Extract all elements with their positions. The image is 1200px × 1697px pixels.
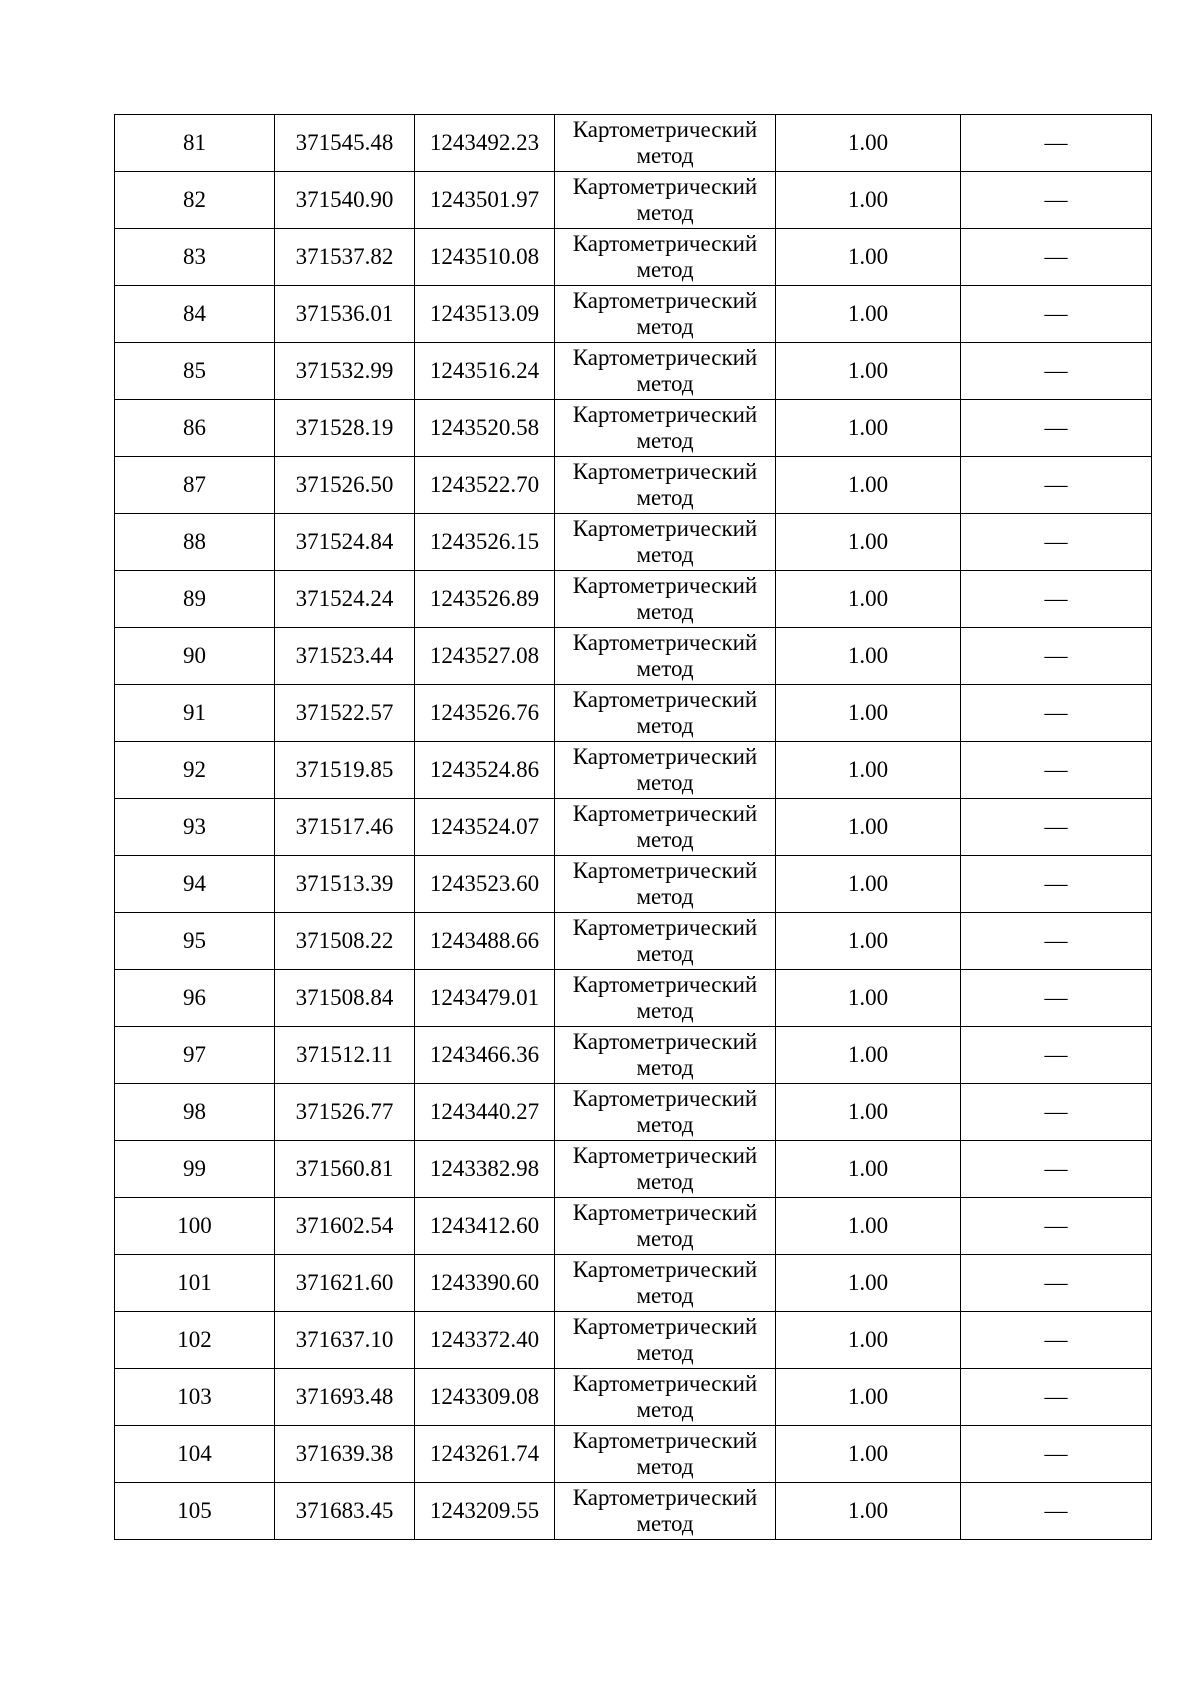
table-row xyxy=(115,1255,1152,1312)
method-line-2: метод xyxy=(636,257,694,282)
description-value: — xyxy=(1044,985,1068,1010)
method-cell xyxy=(555,628,776,685)
description-cell xyxy=(961,400,1152,457)
accuracy-cell: 1.00 xyxy=(776,172,961,229)
table-row xyxy=(115,457,1152,514)
y-coordinate-cell: 1243523.60 xyxy=(415,856,555,913)
method-line-2: метод xyxy=(636,713,694,738)
method-line-1: Картометрический xyxy=(572,1257,758,1282)
description-cell xyxy=(961,1255,1152,1312)
method-line-2: метод xyxy=(636,542,694,567)
description-cell xyxy=(961,514,1152,571)
method-cell xyxy=(555,343,776,400)
method-line-1: Картометрический xyxy=(572,516,758,541)
description-value: — xyxy=(1044,130,1068,155)
y-coordinate-cell: 1243440.27 xyxy=(415,1084,555,1141)
table-row xyxy=(115,229,1152,286)
description-cell xyxy=(961,115,1152,172)
method-cell xyxy=(555,286,776,343)
description-value: — xyxy=(1044,1270,1068,1295)
point-number-cell: 88 xyxy=(115,514,275,571)
x-coordinate-cell: 371537.82 xyxy=(275,229,415,286)
method-cell xyxy=(555,400,776,457)
method-line-1: Картометрический xyxy=(572,1086,758,1111)
method-line-2: метод xyxy=(636,599,694,624)
description-cell xyxy=(961,172,1152,229)
x-coordinate-cell: 371524.24 xyxy=(275,571,415,628)
method-line-1: Картометрический xyxy=(572,915,758,940)
method-line-1: Картометрический xyxy=(572,1428,758,1453)
method-cell xyxy=(555,514,776,571)
accuracy-cell: 1.00 xyxy=(776,913,961,970)
table-row xyxy=(115,1198,1152,1255)
point-number-cell: 87 xyxy=(115,457,275,514)
method-line-1: Картометрический xyxy=(572,174,758,199)
method-line-2: метод xyxy=(636,1397,694,1422)
description-value: — xyxy=(1044,1384,1068,1409)
method-line-2: метод xyxy=(636,941,694,966)
accuracy-cell: 1.00 xyxy=(776,1084,961,1141)
method-cell xyxy=(555,1255,776,1312)
method-cell xyxy=(555,571,776,628)
y-coordinate-cell: 1243309.08 xyxy=(415,1369,555,1426)
description-cell xyxy=(961,1369,1152,1426)
x-coordinate-cell: 371513.39 xyxy=(275,856,415,913)
description-value: — xyxy=(1044,1213,1068,1238)
y-coordinate-cell: 1243526.89 xyxy=(415,571,555,628)
method-line-2: метод xyxy=(636,428,694,453)
method-line-1: Картометрический xyxy=(572,117,758,142)
description-cell xyxy=(961,1198,1152,1255)
method-line-1: Картометрический xyxy=(572,858,758,883)
point-number-cell: 84 xyxy=(115,286,275,343)
point-number-cell: 98 xyxy=(115,1084,275,1141)
accuracy-cell: 1.00 xyxy=(776,229,961,286)
description-cell xyxy=(961,742,1152,799)
x-coordinate-cell: 371540.90 xyxy=(275,172,415,229)
y-coordinate-cell: 1243479.01 xyxy=(415,970,555,1027)
x-coordinate-cell: 371524.84 xyxy=(275,514,415,571)
method-cell xyxy=(555,799,776,856)
description-value: — xyxy=(1044,586,1068,611)
method-line-2: метод xyxy=(636,1340,694,1365)
point-number-cell: 93 xyxy=(115,799,275,856)
x-coordinate-cell: 371637.10 xyxy=(275,1312,415,1369)
x-coordinate-cell: 371621.60 xyxy=(275,1255,415,1312)
description-cell xyxy=(961,1426,1152,1483)
method-line-2: метод xyxy=(636,1055,694,1080)
method-cell xyxy=(555,457,776,514)
table-row xyxy=(115,172,1152,229)
accuracy-cell: 1.00 xyxy=(776,1369,961,1426)
method-line-2: метод xyxy=(636,884,694,909)
description-value: — xyxy=(1044,1441,1068,1466)
method-line-2: метод xyxy=(636,827,694,852)
accuracy-cell: 1.00 xyxy=(776,514,961,571)
table-row xyxy=(115,628,1152,685)
description-value: — xyxy=(1044,529,1068,554)
point-number-cell: 104 xyxy=(115,1426,275,1483)
point-number-cell: 95 xyxy=(115,913,275,970)
y-coordinate-cell: 1243390.60 xyxy=(415,1255,555,1312)
method-line-2: метод xyxy=(636,1112,694,1137)
accuracy-cell: 1.00 xyxy=(776,856,961,913)
method-line-2: метод xyxy=(636,770,694,795)
method-line-2: метод xyxy=(636,998,694,1023)
accuracy-cell: 1.00 xyxy=(776,1255,961,1312)
method-cell xyxy=(555,970,776,1027)
point-number-cell: 97 xyxy=(115,1027,275,1084)
method-line-1: Картометрический xyxy=(572,1029,758,1054)
table-row xyxy=(115,1483,1152,1540)
x-coordinate-cell: 371532.99 xyxy=(275,343,415,400)
method-line-2: метод xyxy=(636,1169,694,1194)
point-number-cell: 101 xyxy=(115,1255,275,1312)
description-value: — xyxy=(1044,1498,1068,1523)
table-row xyxy=(115,799,1152,856)
x-coordinate-cell: 371602.54 xyxy=(275,1198,415,1255)
method-cell xyxy=(555,1483,776,1540)
point-number-cell: 85 xyxy=(115,343,275,400)
accuracy-cell: 1.00 xyxy=(776,1027,961,1084)
table-row xyxy=(115,685,1152,742)
accuracy-cell: 1.00 xyxy=(776,1141,961,1198)
y-coordinate-cell: 1243492.23 xyxy=(415,115,555,172)
y-coordinate-cell: 1243412.60 xyxy=(415,1198,555,1255)
point-number-cell: 105 xyxy=(115,1483,275,1540)
description-value: — xyxy=(1044,1327,1068,1352)
description-value: — xyxy=(1044,871,1068,896)
method-line-2: метод xyxy=(636,200,694,225)
method-line-1: Картометрический xyxy=(572,459,758,484)
y-coordinate-cell: 1243513.09 xyxy=(415,286,555,343)
x-coordinate-cell: 371693.48 xyxy=(275,1369,415,1426)
description-cell xyxy=(961,685,1152,742)
description-value: — xyxy=(1044,358,1068,383)
description-value: — xyxy=(1044,1156,1068,1181)
method-line-2: метод xyxy=(636,1283,694,1308)
x-coordinate-cell: 371683.45 xyxy=(275,1483,415,1540)
description-cell xyxy=(961,913,1152,970)
point-number-cell: 100 xyxy=(115,1198,275,1255)
y-coordinate-cell: 1243524.86 xyxy=(415,742,555,799)
description-value: — xyxy=(1044,244,1068,269)
table-row xyxy=(115,856,1152,913)
x-coordinate-cell: 371526.50 xyxy=(275,457,415,514)
y-coordinate-cell: 1243488.66 xyxy=(415,913,555,970)
method-line-2: метод xyxy=(636,1226,694,1251)
accuracy-cell: 1.00 xyxy=(776,1198,961,1255)
table-row xyxy=(115,514,1152,571)
table-row xyxy=(115,115,1152,172)
description-cell xyxy=(961,571,1152,628)
point-number-cell: 83 xyxy=(115,229,275,286)
table-row xyxy=(115,1426,1152,1483)
x-coordinate-cell: 371512.11 xyxy=(275,1027,415,1084)
accuracy-cell: 1.00 xyxy=(776,970,961,1027)
method-line-2: метод xyxy=(636,485,694,510)
method-line-1: Картометрический xyxy=(572,231,758,256)
accuracy-cell: 1.00 xyxy=(776,742,961,799)
method-line-1: Картометрический xyxy=(572,288,758,313)
description-cell xyxy=(961,1027,1152,1084)
method-cell xyxy=(555,1312,776,1369)
x-coordinate-cell: 371528.19 xyxy=(275,400,415,457)
accuracy-cell: 1.00 xyxy=(776,1483,961,1540)
y-coordinate-cell: 1243527.08 xyxy=(415,628,555,685)
method-cell xyxy=(555,742,776,799)
y-coordinate-cell: 1243466.36 xyxy=(415,1027,555,1084)
x-coordinate-cell: 371545.48 xyxy=(275,115,415,172)
accuracy-cell: 1.00 xyxy=(776,685,961,742)
description-cell xyxy=(961,628,1152,685)
table-row xyxy=(115,400,1152,457)
method-cell xyxy=(555,1426,776,1483)
accuracy-cell: 1.00 xyxy=(776,1312,961,1369)
x-coordinate-cell: 371508.22 xyxy=(275,913,415,970)
x-coordinate-cell: 371523.44 xyxy=(275,628,415,685)
method-line-1: Картометрический xyxy=(572,1485,758,1510)
y-coordinate-cell: 1243524.07 xyxy=(415,799,555,856)
description-cell xyxy=(961,970,1152,1027)
method-line-1: Картометрический xyxy=(572,687,758,712)
y-coordinate-cell: 1243501.97 xyxy=(415,172,555,229)
point-number-cell: 86 xyxy=(115,400,275,457)
x-coordinate-cell: 371536.01 xyxy=(275,286,415,343)
method-cell xyxy=(555,1141,776,1198)
method-line-2: метод xyxy=(636,1454,694,1479)
y-coordinate-cell: 1243382.98 xyxy=(415,1141,555,1198)
method-cell xyxy=(555,1369,776,1426)
y-coordinate-cell: 1243522.70 xyxy=(415,457,555,514)
description-cell xyxy=(961,457,1152,514)
x-coordinate-cell: 371517.46 xyxy=(275,799,415,856)
description-value: — xyxy=(1044,187,1068,212)
point-number-cell: 81 xyxy=(115,115,275,172)
method-cell xyxy=(555,856,776,913)
description-cell xyxy=(961,856,1152,913)
description-value: — xyxy=(1044,814,1068,839)
method-line-1: Картометрический xyxy=(572,972,758,997)
description-value: — xyxy=(1044,301,1068,326)
y-coordinate-cell: 1243261.74 xyxy=(415,1426,555,1483)
accuracy-cell: 1.00 xyxy=(776,115,961,172)
y-coordinate-cell: 1243520.58 xyxy=(415,400,555,457)
x-coordinate-cell: 371522.57 xyxy=(275,685,415,742)
accuracy-cell: 1.00 xyxy=(776,286,961,343)
method-line-2: метод xyxy=(636,1511,694,1536)
x-coordinate-cell: 371560.81 xyxy=(275,1141,415,1198)
description-cell xyxy=(961,1483,1152,1540)
method-cell xyxy=(555,1084,776,1141)
point-number-cell: 91 xyxy=(115,685,275,742)
method-line-1: Картометрический xyxy=(572,1314,758,1339)
point-number-cell: 99 xyxy=(115,1141,275,1198)
y-coordinate-cell: 1243526.15 xyxy=(415,514,555,571)
table-row xyxy=(115,1084,1152,1141)
description-value: — xyxy=(1044,1042,1068,1067)
description-value: — xyxy=(1044,472,1068,497)
method-line-1: Картометрический xyxy=(572,402,758,427)
table-row xyxy=(115,1027,1152,1084)
coordinates-table xyxy=(114,114,1152,1540)
method-line-1: Картометрический xyxy=(572,345,758,370)
y-coordinate-cell: 1243526.76 xyxy=(415,685,555,742)
table-row xyxy=(115,913,1152,970)
point-number-cell: 90 xyxy=(115,628,275,685)
description-cell xyxy=(961,286,1152,343)
y-coordinate-cell: 1243510.08 xyxy=(415,229,555,286)
y-coordinate-cell: 1243516.24 xyxy=(415,343,555,400)
accuracy-cell: 1.00 xyxy=(776,457,961,514)
table-row xyxy=(115,343,1152,400)
table-row xyxy=(115,1312,1152,1369)
description-cell xyxy=(961,1141,1152,1198)
description-value: — xyxy=(1044,700,1068,725)
method-cell xyxy=(555,172,776,229)
description-value: — xyxy=(1044,928,1068,953)
point-number-cell: 103 xyxy=(115,1369,275,1426)
table-row xyxy=(115,970,1152,1027)
method-cell xyxy=(555,1027,776,1084)
method-line-1: Картометрический xyxy=(572,1143,758,1168)
x-coordinate-cell: 371639.38 xyxy=(275,1426,415,1483)
point-number-cell: 92 xyxy=(115,742,275,799)
point-number-cell: 94 xyxy=(115,856,275,913)
method-line-2: метод xyxy=(636,314,694,339)
table-row xyxy=(115,742,1152,799)
method-cell xyxy=(555,913,776,970)
accuracy-cell: 1.00 xyxy=(776,400,961,457)
method-line-1: Картометрический xyxy=(572,1200,758,1225)
method-line-1: Картометрический xyxy=(572,630,758,655)
description-cell xyxy=(961,799,1152,856)
accuracy-cell: 1.00 xyxy=(776,1426,961,1483)
point-number-cell: 102 xyxy=(115,1312,275,1369)
method-line-1: Картометрический xyxy=(572,744,758,769)
x-coordinate-cell: 371526.77 xyxy=(275,1084,415,1141)
method-line-2: метод xyxy=(636,371,694,396)
y-coordinate-cell: 1243209.55 xyxy=(415,1483,555,1540)
method-line-1: Картометрический xyxy=(572,801,758,826)
method-line-1: Картометрический xyxy=(572,1371,758,1396)
point-number-cell: 89 xyxy=(115,571,275,628)
description-value: — xyxy=(1044,757,1068,782)
table-row xyxy=(115,286,1152,343)
method-line-2: метод xyxy=(636,656,694,681)
accuracy-cell: 1.00 xyxy=(776,571,961,628)
coordinates-table-body xyxy=(115,115,1152,1540)
table-row xyxy=(115,571,1152,628)
description-value: — xyxy=(1044,415,1068,440)
method-cell xyxy=(555,229,776,286)
method-line-2: метод xyxy=(636,143,694,168)
description-cell xyxy=(961,343,1152,400)
table-row xyxy=(115,1141,1152,1198)
point-number-cell: 82 xyxy=(115,172,275,229)
x-coordinate-cell: 371519.85 xyxy=(275,742,415,799)
method-line-1: Картометрический xyxy=(572,573,758,598)
method-cell xyxy=(555,1198,776,1255)
point-number-cell: 96 xyxy=(115,970,275,1027)
method-cell xyxy=(555,685,776,742)
method-cell xyxy=(555,115,776,172)
accuracy-cell: 1.00 xyxy=(776,799,961,856)
description-cell xyxy=(961,1312,1152,1369)
accuracy-cell: 1.00 xyxy=(776,343,961,400)
description-cell xyxy=(961,1084,1152,1141)
x-coordinate-cell: 371508.84 xyxy=(275,970,415,1027)
description-cell xyxy=(961,229,1152,286)
description-value: — xyxy=(1044,1099,1068,1124)
accuracy-cell: 1.00 xyxy=(776,628,961,685)
y-coordinate-cell: 1243372.40 xyxy=(415,1312,555,1369)
description-value: — xyxy=(1044,643,1068,668)
table-row xyxy=(115,1369,1152,1426)
